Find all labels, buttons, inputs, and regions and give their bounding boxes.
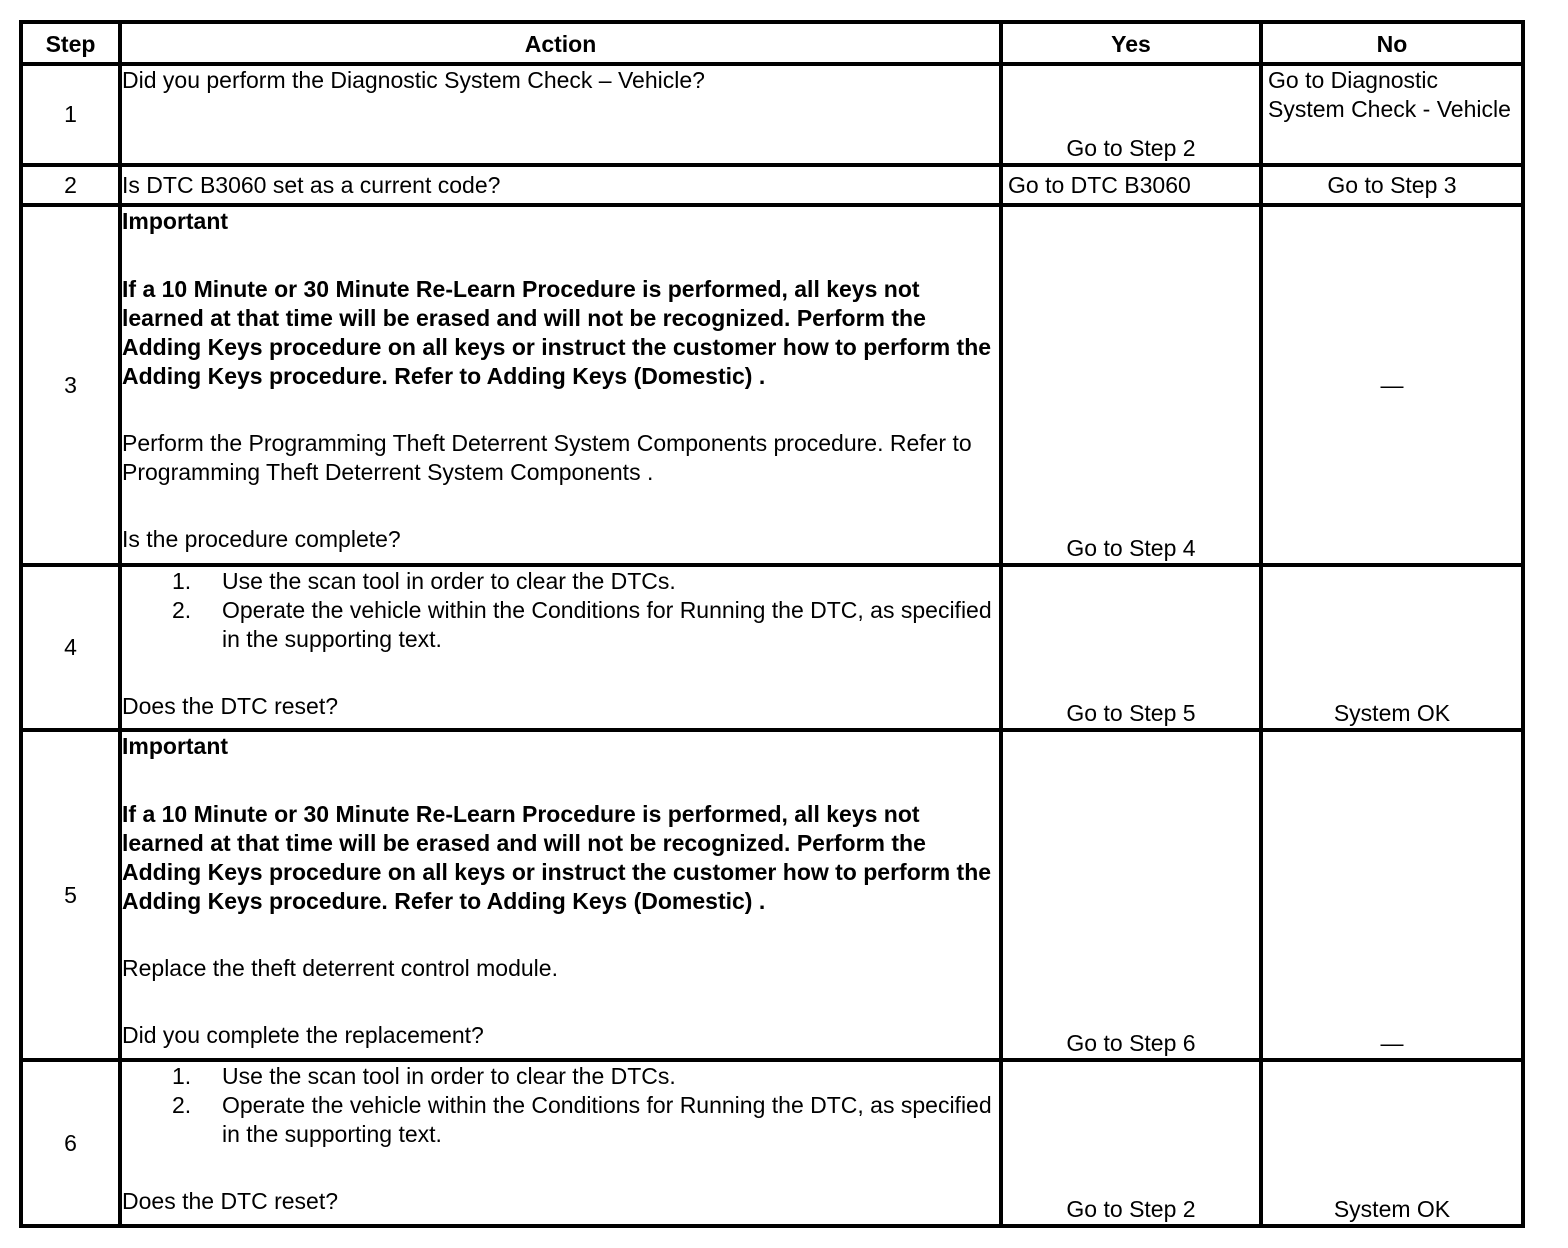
no-result: Go to Step 3 [1261,165,1523,205]
list-item-number: 2. [172,597,192,623]
table-row [21,165,1523,205]
table-row [21,205,1523,565]
diagnostic-table [19,20,1525,1228]
action-question: Does the DTC reset? [122,1188,339,1214]
action-instruction: Perform the Programming Theft Deterrent System Components procedure. Refer to Programming Theft Deterrent System Components . [122,430,972,485]
action-cell [120,730,1001,1060]
table-row [21,64,1523,165]
important-note: If a 10 Minute or 30 Minute Re-Learn Procedure is performed, all keys not learned at that time will be erased and will not be recognized. Perform the Adding Keys procedure on all keys or instruct the customer how to perform the Adding Keys procedure. Refer to Adding Keys (Domestic) . [122,276,992,389]
step-number: 3 [21,205,120,565]
no-result: — [1261,730,1523,1060]
list-item [122,567,999,596]
list-item [122,1091,999,1149]
list-item-text: Use the scan tool in order to clear the DTCs. [222,1063,676,1089]
step-number: 5 [21,730,120,1060]
procedure-list [122,1062,999,1149]
list-item [122,1062,999,1091]
header-yes: Yes [1001,22,1261,64]
no-result: — [1261,205,1523,565]
no-result: System OK [1261,565,1523,730]
action-question: Did you complete the replacement? [122,1022,484,1048]
procedure-list [122,567,999,654]
list-item-text: Operate the vehicle within the Conditions for Running the DTC, as specified in the supporting text. [222,597,992,652]
yes-result: Go to Step 4 [1001,205,1261,565]
list-item-number: 1. [172,1063,192,1089]
no-result: Go to Diagnostic System Check - Vehicle [1261,64,1523,165]
list-item-number: 1. [172,568,192,594]
step-number: 4 [21,565,120,730]
action-cell [120,1060,1001,1226]
action-question: Is DTC B3060 set as a current code? [122,171,501,198]
important-label: Important [122,733,229,759]
action-cell [120,165,1001,205]
action-question: Did you perform the Diagnostic System Check – Vehicle? [122,67,705,93]
action-instruction: Replace the theft deterrent control module. [122,955,558,981]
list-item-text: Operate the vehicle within the Conditions for Running the DTC, as specified in the supporting text. [222,1092,992,1147]
no-result: System OK [1261,1060,1523,1226]
header-action: Action [120,22,1001,64]
header-step: Step [21,22,120,64]
important-note: If a 10 Minute or 30 Minute Re-Learn Procedure is performed, all keys not learned at that time will be erased and will not be recognized. Perform the Adding Keys procedure on all keys or instruct the customer how to perform the Adding Keys procedure. Refer to Adding Keys (Domestic) . [122,801,992,914]
step-number: 1 [21,64,120,165]
table-row [21,565,1523,730]
action-question: Is the procedure complete? [122,526,401,552]
yes-result: Go to Step 2 [1001,64,1261,165]
important-label: Important [122,208,229,234]
list-item-number: 2. [172,1092,192,1118]
table-row [21,730,1523,1060]
yes-result: Go to Step 5 [1001,565,1261,730]
table-row [21,1060,1523,1226]
action-question: Does the DTC reset? [122,693,339,719]
action-cell [120,64,1001,165]
yes-result: Go to Step 6 [1001,730,1261,1060]
yes-result: Go to DTC B3060 [1001,165,1261,205]
list-item-text: Use the scan tool in order to clear the DTCs. [222,568,676,594]
yes-result: Go to Step 2 [1001,1060,1261,1226]
step-number: 6 [21,1060,120,1226]
header-row [21,22,1523,64]
step-number: 2 [21,165,120,205]
action-cell [120,565,1001,730]
list-item [122,596,999,654]
action-cell [120,205,1001,565]
header-no: No [1261,22,1523,64]
